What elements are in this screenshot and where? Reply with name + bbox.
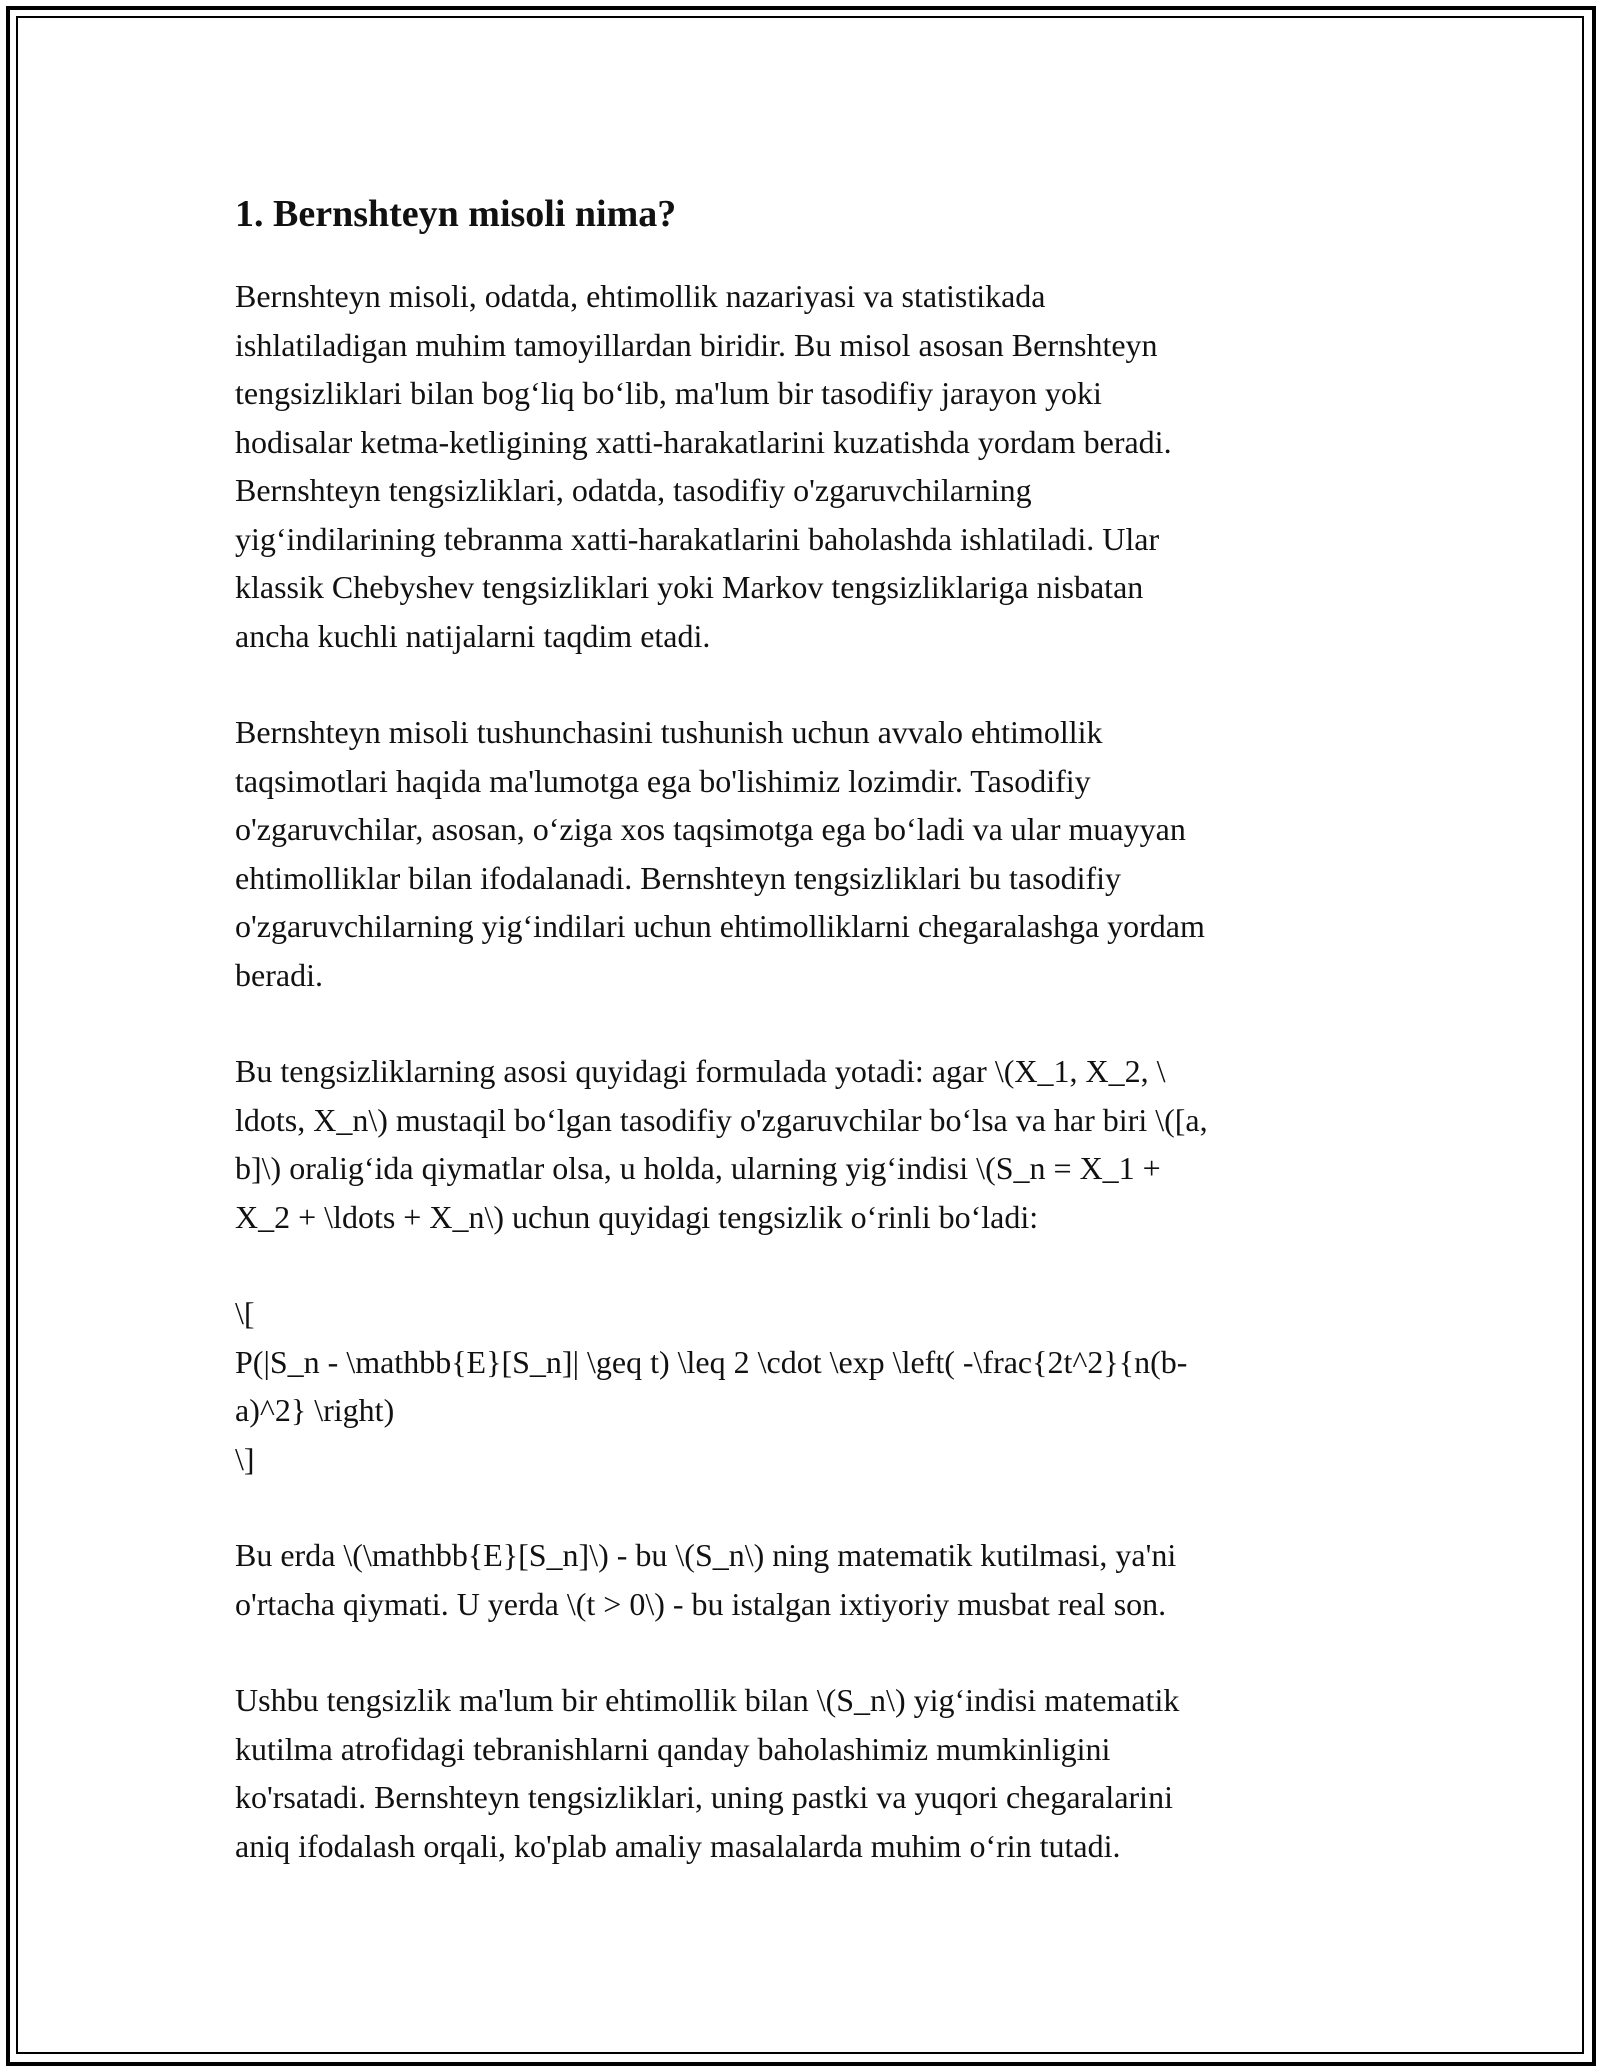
paragraph-intro: Bernshteyn misoli, odatda, ehtimollik nazariyasi va statistikada ishlatiladigan muhim tamoyillardan biridir. Bu misol asosan Bernshteyn tengsizliklari bilan bog‘liq bo‘lib, ma'lum bir tasodifiy jarayon yoki hodisalar ketma-ketligining xatti-harakatlarini kuzatishda yordam beradi. Bernshteyn tengsizliklari, odatda, tasodifiy o'zgaruvchilarning yig‘indilarining tebranma xatti-harakatlarini baholashda ishlatiladi. Ular klassik Chebyshev tengsizliklari yoki Markov tengsizliklariga nisbatan ancha kuchli natijalarni taqdim etadi. — [235, 278, 1172, 654]
paragraph-formula-intro: Bu tengsizliklarning asosi quyidagi formulada yotadi: agar \(X_1, X_2, \ ldots, X_n\) mustaqil bo‘lgan tasodifiy o'zgaruvchilar bo‘lsa va har biri \([a, b]\) oralig‘ida qiymatlar olsa, u holda, ularning yig‘indisi \(S_n = X_1 + X_2 + \ldots + X_n\) uchun quyidagi tengsizlik o‘rinli bo‘ladi: — [235, 1053, 1208, 1235]
paragraph-conclusion: Ushbu tengsizlik ma'lum bir ehtimollik bilan \(S_n\) yig‘indisi matematik kutilma atrofidagi tebranishlarni qanday baholashimiz mumkinligini ko'rsatadi. Bernshteyn tengsizliklari, uning pastki va yuqori chegaralarini aniq ifodalash orqali, ko'plab amaliy masalalarda muhim o‘rin tutadi. — [235, 1682, 1180, 1864]
document-body — [235, 190, 1355, 1870]
formula-block: \[ P(|S_n - \mathbb{E}[S_n]| \geq t) \leq 2 \cdot \exp \left( -\frac{2t^2}{n(b- a)^2} \right) \] — [235, 1295, 1188, 1477]
section-heading: 1. Bernshteyn misoli nima? — [235, 193, 677, 235]
paragraph-distributions: Bernshteyn misoli tushunchasini tushunish uchun avvalo ehtimollik taqsimotlari haqida ma'lumotga ega bo'lishimiz lozimdir. Tasodifiy o'zgaruvchilar, asosan, o‘ziga xos taqsimotga ega bo‘ladi va ular muayyan ehtimolliklar bilan ifodalanadi. Bernshteyn tengsizliklari bu tasodifiy o'zgaruvchilarning yig‘indilari uchun ehtimolliklarni chegaralashga yordam beradi. — [235, 714, 1205, 993]
paragraph-expectation: Bu erda \(\mathbb{E}[S_n]\) - bu \(S_n\) ning matematik kutilmasi, ya'ni o'rtacha qiymati. U yerda \(t > 0\) - bu istalgan ixtiyoriy musbat real son. — [235, 1537, 1177, 1622]
